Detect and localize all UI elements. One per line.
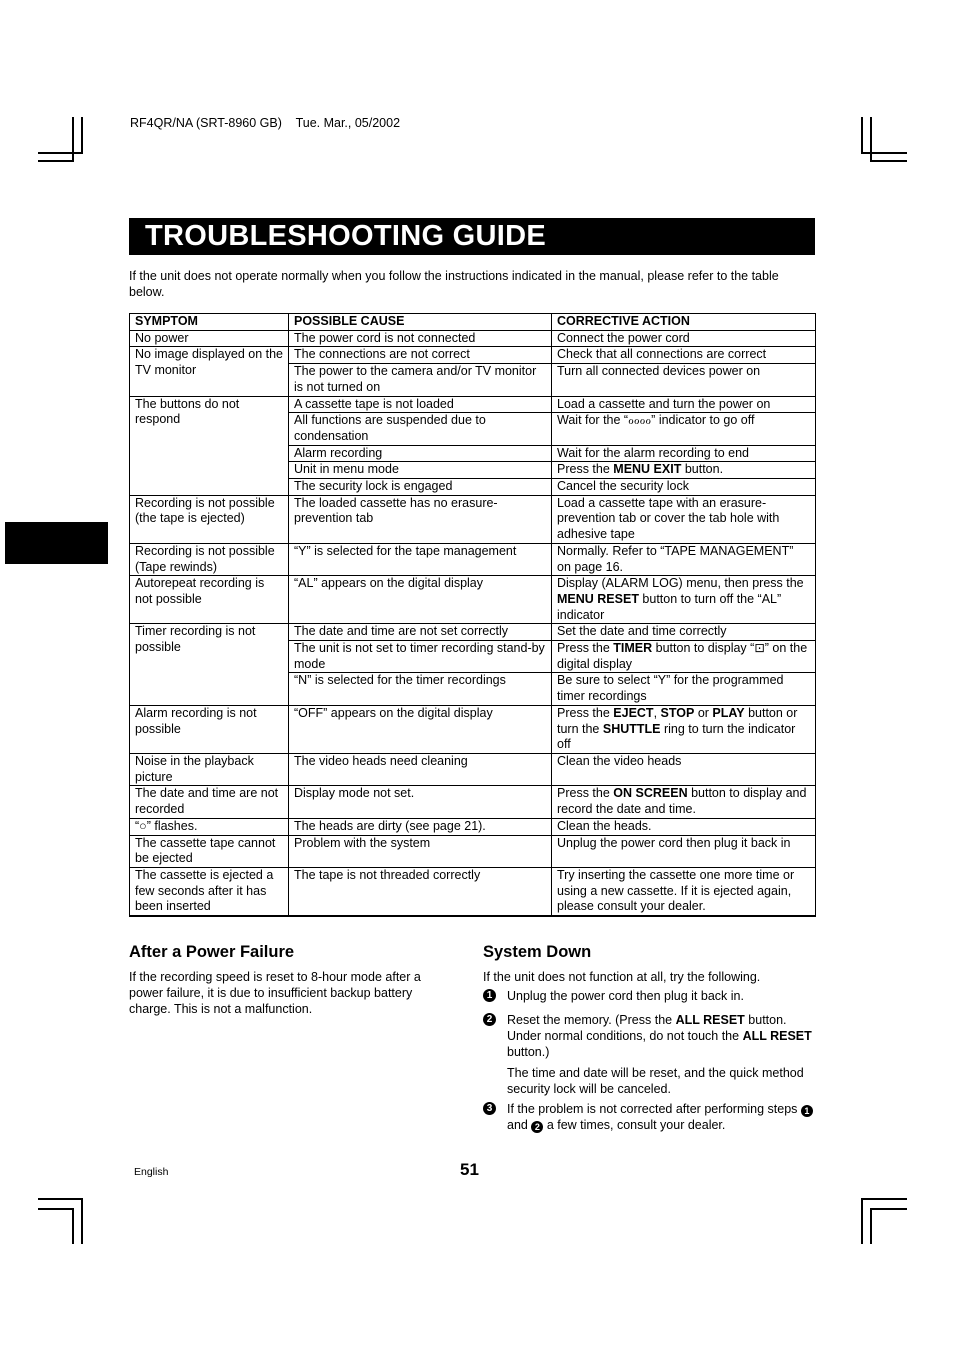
action-text: Display (ALARM LOG) menu, then press the [557, 576, 804, 591]
step-2-note: The time and date will be reset, and the quick method security lock will be canceled. [507, 1066, 804, 1096]
action-cell: Turn all connected devices power on [552, 364, 816, 396]
cause-cell: The power to the camera and/or TV monitor is not turned on [289, 364, 552, 396]
step-3-text [507, 1101, 815, 1133]
button-name: ALL RESET [675, 1013, 745, 1027]
cause-cell: The security lock is engaged [289, 479, 552, 496]
table-row [130, 835, 816, 867]
symptom-cell: The buttons do not respond [130, 396, 289, 495]
action-text: Press the [557, 641, 614, 656]
symptom-cell: The cassette tape cannot be ejected [130, 835, 289, 867]
system-down-section [483, 943, 815, 985]
system-down-step-1 [483, 988, 815, 1004]
action-cell: Connect the power cord [552, 330, 816, 347]
cause-cell: “Y” is selected for the tape management [289, 543, 552, 575]
action-text: or [694, 705, 713, 720]
after-power-failure-section [129, 943, 439, 1017]
action-text: button to display and record the date and time. [557, 786, 807, 817]
symptom-cell: No image displayed on the TV monitor [130, 347, 289, 396]
table-row [130, 624, 816, 641]
action-cell: Be sure to select “Y” for the programmed timer recordings [552, 673, 816, 705]
cause-cell: “N” is selected for the timer recordings [289, 673, 552, 705]
cause-cell: All functions are suspended due to condensation [289, 413, 552, 445]
step-number-2: 2 [483, 1013, 496, 1026]
action-text: ring to turn the indicator off [557, 721, 796, 752]
document-id-header: RF4QR/NA (SRT-8960 GB) Tue. Mar., 05/2002 [130, 116, 401, 130]
action-cell [552, 462, 816, 479]
table-row [130, 495, 816, 543]
table-row [130, 347, 816, 364]
cause-cell: Problem with the system [289, 835, 552, 867]
table-row [130, 867, 816, 916]
cause-cell: Unit in menu mode [289, 462, 552, 479]
action-cell: Clean the heads. [552, 818, 816, 835]
cause-cell: The heads are dirty (see page 21). [289, 818, 552, 835]
step-2-text-part: button.) [507, 1045, 550, 1059]
table-header-row [130, 314, 816, 331]
step-2-text-part: button. Under normal conditions, do not touch the [507, 1013, 787, 1043]
cause-cell: The loaded cassette has no erasure-prevention tab [289, 495, 552, 543]
section-title-after-power-failure: After a Power Failure [129, 943, 295, 961]
action-text: button or turn the [557, 705, 798, 736]
step-2-text-part: Reset the memory. (Press the [507, 1013, 676, 1027]
action-cell [552, 641, 816, 673]
action-cell: Normally. Refer to “TAPE MANAGEMENT” on page 16. [552, 543, 816, 575]
table-row [130, 330, 816, 347]
table-row [130, 753, 816, 785]
cause-cell: The tape is not threaded correctly [289, 867, 552, 916]
action-text: Press the [557, 786, 614, 801]
action-cell: Load a cassette and turn the power on [552, 396, 816, 413]
step-ref-2: 2 [531, 1121, 543, 1133]
cause-cell: Alarm recording [289, 445, 552, 462]
action-cell [552, 705, 816, 753]
step-number-3: 3 [483, 1102, 496, 1115]
header-possible-cause: POSSIBLE CAUSE [289, 314, 552, 331]
action-cell: Try inserting the cassette one more time or using a new cassette. If it is ejected again, please consult your dealer. [552, 867, 816, 916]
symptom-cell: Autorepeat recording is not possible [130, 576, 289, 624]
header-corrective-action: CORRECTIVE ACTION [552, 314, 816, 331]
cause-cell: A cassette tape is not loaded [289, 396, 552, 413]
symptom-cell: The cassette is ejected a few seconds after it has been inserted [130, 867, 289, 916]
cause-cell: “AL” appears on the digital display [289, 576, 552, 624]
button-name: STOP [660, 705, 695, 720]
button-name: MENU EXIT [613, 462, 682, 477]
cause-cell: “OFF” appears on the digital display [289, 705, 552, 753]
cause-cell: Display mode not set. [289, 786, 552, 818]
cause-cell: The unit is not set to timer recording stand-by mode [289, 641, 552, 673]
symptom-cell: No power [130, 330, 289, 347]
action-cell: Load a cassette tape with an erasure-prevention tab or cover the tab hole with adhesive tape [552, 495, 816, 543]
step-2-text [507, 1012, 815, 1060]
action-cell: Check that all connections are correct [552, 347, 816, 364]
intro-text: If the unit does not operate normally when you follow the instructions indicated in the manual, please refer to the table below. [129, 269, 779, 299]
step-3-text-part: and [507, 1118, 532, 1132]
button-name: ALL RESET [742, 1029, 812, 1043]
action-text: button to display “⊡” on the digital display [557, 641, 808, 671]
cause-cell: The date and time are not set correctly [289, 624, 552, 641]
step-3-text-part: a few times, consult your dealer. [543, 1118, 726, 1132]
symptom-cell: “○” flashes. [130, 818, 289, 835]
system-down-step-2 [483, 1012, 815, 1097]
button-name: TIMER [613, 641, 653, 656]
symptom-cell: Timer recording is not possible [130, 624, 289, 706]
step-ref-1: 1 [801, 1105, 813, 1117]
action-cell [552, 786, 816, 818]
action-text: button to turn off the “AL” indicator [557, 591, 782, 622]
step-1-text: Unplug the power cord then plug it back in. [507, 989, 744, 1003]
header-symptom: SYMPTOM [130, 314, 289, 331]
action-cell: Wait for the “ℴℴℴℴ” indicator to go off [552, 413, 816, 445]
symptom-cell: Alarm recording is not possible [130, 705, 289, 753]
symptom-cell: Recording is not possible (the tape is ejected) [130, 495, 289, 543]
system-down-step-3 [483, 1101, 815, 1133]
action-cell: Clean the video heads [552, 753, 816, 785]
troubleshooting-table [129, 313, 816, 917]
symptom-cell: Noise in the playback picture [130, 753, 289, 785]
section-title-system-down: System Down [483, 943, 592, 961]
button-name: ON SCREEN [613, 786, 688, 801]
step-number-1: 1 [483, 989, 496, 1002]
footer-language: English [134, 1166, 169, 1178]
button-name: SHUTTLE [602, 721, 661, 736]
action-cell: Wait for the alarm recording to end [552, 445, 816, 462]
action-text: button. [681, 462, 724, 477]
page-number: 51 [460, 1160, 479, 1179]
action-cell: Unplug the power cord then plug it back in [552, 835, 816, 867]
action-cell: Set the date and time correctly [552, 624, 816, 641]
page-title: TROUBLESHOOTING GUIDE [145, 220, 547, 252]
section-tab-marker [5, 522, 108, 564]
step-3-text-part: If the problem is not corrected after performing steps [507, 1102, 801, 1116]
table-row [130, 396, 816, 413]
action-text: Press the [557, 462, 614, 477]
action-text: Press the [557, 705, 614, 720]
cause-cell: The video heads need cleaning [289, 753, 552, 785]
table-row [130, 543, 816, 575]
cause-cell: The connections are not correct [289, 347, 552, 364]
after-power-failure-text: If the recording speed is reset to 8-hour mode after a power failure, it is due to insufficient backup battery charge. This is not a malfunction. [129, 970, 421, 1016]
title-bar [129, 218, 815, 255]
button-name: MENU RESET [557, 591, 639, 606]
table-row [130, 786, 816, 818]
action-text: , [653, 705, 661, 720]
table-row [130, 818, 816, 835]
action-cell: Cancel the security lock [552, 479, 816, 496]
symptom-cell: The date and time are not recorded [130, 786, 289, 818]
button-name: EJECT [613, 705, 654, 720]
table-row [130, 705, 816, 753]
cause-cell: The power cord is not connected [289, 330, 552, 347]
action-cell [552, 576, 816, 624]
system-down-intro: If the unit does not function at all, try the following. [483, 970, 761, 984]
symptom-cell: Recording is not possible (Tape rewinds) [130, 543, 289, 575]
button-name: PLAY [712, 705, 745, 720]
table-row [130, 576, 816, 624]
